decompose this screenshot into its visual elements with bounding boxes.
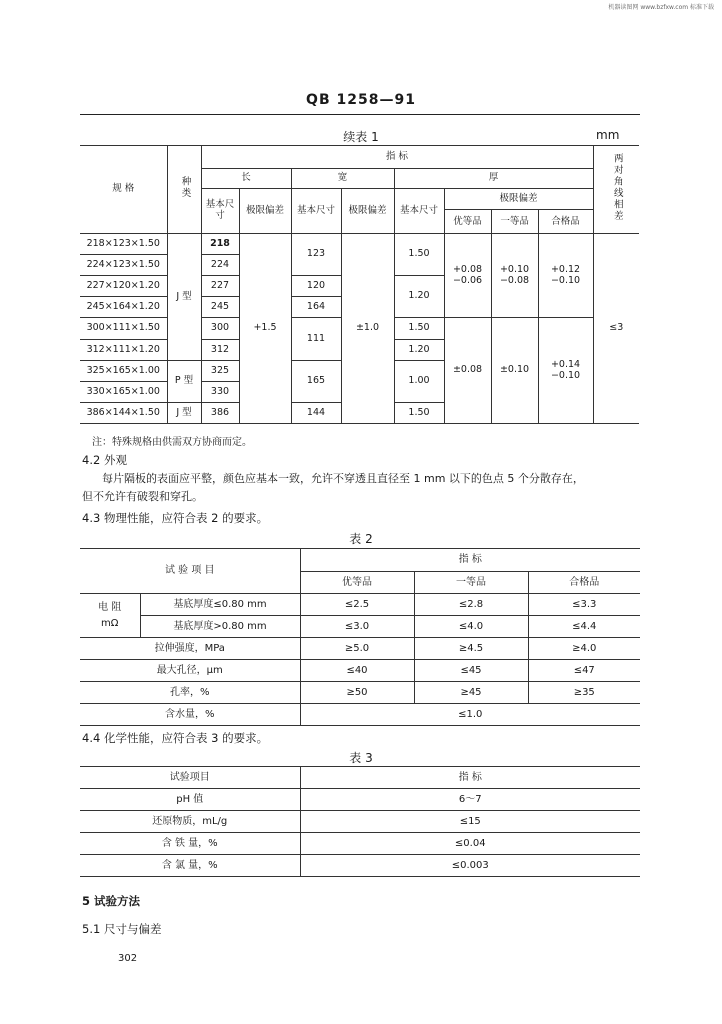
t3-row-value: 6～7 — [300, 789, 640, 811]
t2-row-name: 基底厚度>0.80 mm — [140, 616, 300, 638]
dev1-c-cell: +0.12 −0.10 — [538, 234, 593, 318]
type-p: P 型 — [167, 361, 201, 403]
wid-cell: 120 — [291, 276, 341, 297]
len-basic-cell: 312 — [201, 340, 239, 361]
spec-cell: 227×120×1.20 — [80, 276, 167, 297]
header-width: 宽 — [291, 169, 394, 189]
table2-caption: 表 2 — [349, 532, 373, 546]
diag-cell: ≤3 — [593, 234, 639, 424]
header-len-basic: 基本尺寸 — [201, 189, 239, 234]
t2-row-b: ≤4.0 — [414, 616, 528, 638]
section-4-4-title: 4.4 化学性能，应符合表 3 的要求。 — [82, 731, 269, 745]
header-thickness: 厚 — [394, 169, 593, 189]
t2-row-c: ≥35 — [528, 682, 640, 704]
spec-cell: 300×111×1.50 — [80, 318, 167, 340]
len-basic-cell: 245 — [201, 297, 239, 318]
len-basic-cell: 218 — [201, 234, 239, 255]
len-basic-cell: 330 — [201, 382, 239, 403]
t2-row-c: ≤47 — [528, 660, 640, 682]
header-thk-basic: 基本尺寸 — [394, 189, 444, 234]
thk-cell: 1.20 — [394, 340, 444, 361]
t2-header-b: 一等品 — [414, 572, 528, 594]
spec-cell: 312×111×1.20 — [80, 340, 167, 361]
standard-number: QB 1258—91 — [306, 92, 416, 108]
t2-row-c: ≤3.3 — [528, 594, 640, 616]
header-diagonal: 两对角线相差 — [593, 146, 639, 234]
t2-row-a: ≥5.0 — [300, 638, 414, 660]
type-j: J 型 — [167, 234, 201, 361]
table2 — [80, 548, 640, 726]
table1-caption: 续表 1 — [343, 130, 379, 144]
table3 — [80, 766, 640, 877]
wid-dev-cell: ±1.0 — [341, 234, 394, 424]
t2-row-name: 拉伸强度，MPa — [80, 638, 300, 660]
header-wid-dev: 极限偏差 — [341, 189, 394, 234]
t2-header-a: 优等品 — [300, 572, 414, 594]
t3-row-name: 含 氯 量，% — [80, 855, 300, 877]
thk-cell: 1.20 — [394, 276, 444, 318]
section-4-2-text-1: 每片隔板的表面应平整，颜色应基本一致，允许不穿透且直径至 1 mm 以下的色点 5 个分散存在， — [102, 472, 584, 485]
watermark-text: 机器读图网 www.bzfxw.com 标准下载 — [608, 4, 714, 11]
wid-cell: 165 — [291, 361, 341, 403]
page-number: 302 — [118, 953, 138, 964]
section-4-3-title: 4.3 物理性能，应符合表 2 的要求。 — [82, 511, 269, 525]
t3-row-name: 含 铁 量，% — [80, 833, 300, 855]
spec-cell: 325×165×1.00 — [80, 361, 167, 382]
section-4-2-title: 4.2 外观 — [82, 453, 127, 467]
dev2-c-cell: +0.14 −0.10 — [538, 318, 593, 424]
header-spec: 规 格 — [80, 146, 167, 234]
t2-header-item: 试 验 项 目 — [80, 549, 300, 594]
wid-cell: 111 — [291, 318, 341, 361]
spec-cell: 330×165×1.00 — [80, 382, 167, 403]
dev2-a-cell: ±0.08 — [444, 318, 491, 424]
t2-row-a: ≤2.5 — [300, 594, 414, 616]
section-5-1-title: 5.1 尺寸与偏差 — [82, 922, 162, 936]
section-5-title: 5 试验方法 — [82, 894, 141, 908]
t3-row-value: ≤0.003 — [300, 855, 640, 877]
t2-resistance-label: 电 阻 mΩ — [80, 594, 140, 638]
t2-row-c: ≤4.4 — [528, 616, 640, 638]
header-index: 指 标 — [201, 146, 593, 169]
len-basic-cell: 300 — [201, 318, 239, 340]
t3-row-name: pH 值 — [80, 789, 300, 811]
header-rule — [80, 114, 640, 115]
dev2-b-cell: ±0.10 — [491, 318, 538, 424]
t2-row-b: ≤45 — [414, 660, 528, 682]
t2-header-index: 指 标 — [300, 549, 640, 572]
wid-cell: 164 — [291, 297, 341, 318]
t2-row-a: ≤3.0 — [300, 616, 414, 638]
t2-row-name: 基底厚度≤0.80 mm — [140, 594, 300, 616]
len-basic-cell: 224 — [201, 255, 239, 276]
t2-water-value: ≤1.0 — [300, 704, 640, 726]
thk-cell: 1.00 — [394, 361, 444, 403]
t2-row-a: ≥50 — [300, 682, 414, 704]
wid-cell: 144 — [291, 403, 341, 424]
header-wid-basic: 基本尺寸 — [291, 189, 341, 234]
t2-row-b: ≥4.5 — [414, 638, 528, 660]
t2-row-name: 最大孔径，μm — [80, 660, 300, 682]
dev1-b-cell: +0.10 −0.08 — [491, 234, 538, 318]
t2-row-b: ≥45 — [414, 682, 528, 704]
thk-cell: 1.50 — [394, 403, 444, 424]
spec-cell: 386×144×1.50 — [80, 403, 167, 424]
len-dev-cell: +1.5 — [239, 234, 291, 424]
thk-cell: 1.50 — [394, 318, 444, 340]
thk-cell: 1.50 — [394, 234, 444, 276]
t2-row-name: 孔率，% — [80, 682, 300, 704]
spec-cell: 245×164×1.20 — [80, 297, 167, 318]
len-basic-cell: 325 — [201, 361, 239, 382]
t2-row-c: ≥4.0 — [528, 638, 640, 660]
header-thk-dev-label: 极限偏差 — [445, 189, 593, 210]
t3-row-name: 还原物质，mL/g — [80, 811, 300, 833]
spec-cell: 224×123×1.50 — [80, 255, 167, 276]
header-thk-dev — [444, 189, 593, 234]
t3-row-value: ≤15 — [300, 811, 640, 833]
t2-row-b: ≤2.8 — [414, 594, 528, 616]
wid-cell: 123 — [291, 234, 341, 276]
t2-row-a: ≤40 — [300, 660, 414, 682]
table1-unit: mm — [596, 128, 620, 142]
t3-header-item: 试验项目 — [80, 767, 300, 789]
header-grade-b: 一等品 — [492, 210, 539, 233]
len-basic-cell: 227 — [201, 276, 239, 297]
header-grade-c: 合格品 — [551, 216, 580, 227]
spec-cell: 218×123×1.50 — [80, 234, 167, 255]
t3-row-value: ≤0.04 — [300, 833, 640, 855]
header-type: 种类 — [167, 146, 201, 234]
t3-header-index: 指 标 — [300, 767, 640, 789]
table3-caption: 表 3 — [349, 751, 373, 765]
t2-header-c: 合格品 — [528, 572, 640, 594]
header-length: 长 — [201, 169, 291, 189]
header-grade-a: 优等品 — [445, 210, 492, 233]
t2-water-name: 含水量，% — [80, 704, 300, 726]
len-basic-cell: 386 — [201, 403, 239, 424]
type-j2: J 型 — [167, 403, 201, 424]
header-len-dev: 极限偏差 — [239, 189, 291, 234]
section-4-2-text-2: 但不允许有破裂和穿孔。 — [82, 490, 203, 503]
dev1-a-cell: +0.08 −0.06 — [444, 234, 491, 318]
table1 — [80, 145, 639, 424]
table1-note: 注：特殊规格由供需双方协商而定。 — [92, 437, 252, 448]
